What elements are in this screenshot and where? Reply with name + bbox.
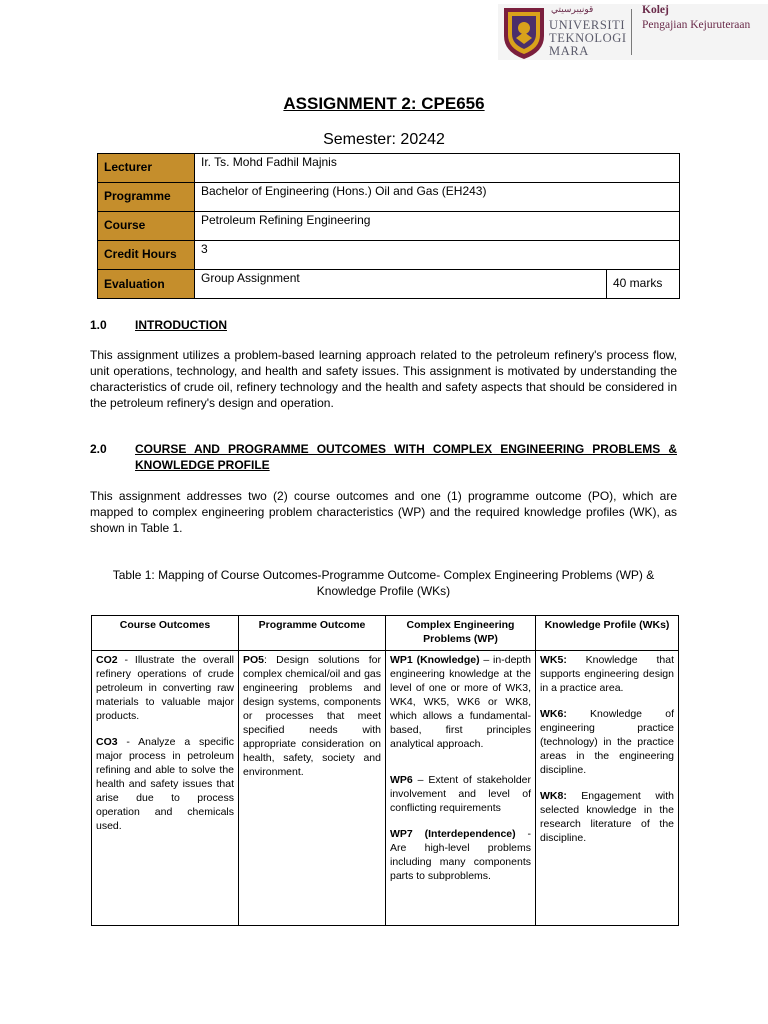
co2-item: [96, 653, 234, 723]
wp7-code: WP7 (Interdependence): [390, 828, 516, 840]
university-line-3: MARA: [549, 44, 589, 58]
university-line-2: TEKNOLOGI: [549, 31, 627, 45]
wk5-code: WK5:: [540, 654, 567, 666]
document-title-text: ASSIGNMENT 2: CPE656: [283, 94, 485, 113]
co2-code: CO2: [96, 654, 118, 666]
university-line-1: UNIVERSITI: [549, 18, 626, 32]
wk8-code: WK8:: [540, 790, 567, 802]
section-2-title: COURSE AND PROGRAMME OUTCOMES WITH COMPLEX ENGINEERING PROBLEMS & KNOWLEDGE PROFILE: [135, 442, 677, 472]
programme-value: Bachelor of Engineering (Hons.) Oil and Gas (EH243): [195, 183, 680, 212]
course-label: Course: [98, 212, 195, 241]
wp6-item: [390, 773, 531, 815]
course-value: Petroleum Refining Engineering: [195, 212, 680, 241]
wp7-item: [390, 827, 531, 883]
wp6-code: WP6: [390, 774, 413, 786]
section-1-title: INTRODUCTION: [135, 318, 227, 332]
section-2-paragraph: This assignment addresses two (2) course outcomes and one (1) programme outcome (PO), which are mapped to complex engineering problem characteristics (WP) and the required knowledge profiles (WK), as shown in Table 1.: [90, 489, 677, 535]
co3-text: - Analyze a specific major process in petroleum refining and able to solve the health and safety issues that arise due to process operation and chemicals used.: [96, 736, 234, 832]
document-title: [0, 94, 768, 114]
mapping-table-row: [92, 651, 679, 926]
logo-divider: [631, 9, 632, 55]
credit-hours-label: Credit Hours: [98, 241, 195, 270]
assignment-info-table: [97, 153, 680, 299]
wp6-text: – Extent of stakeholder involvement and level of conflicting requirements: [390, 774, 531, 814]
section-2-number: 2.0: [90, 442, 107, 456]
co2-text: - Illustrate the overall refinery operations of crude petroleum in converting raw materials to valuable major products.: [96, 654, 234, 722]
wp7-text: - Are high-level problems including many components parts to subproblems.: [390, 828, 531, 882]
wk6-code: WK6:: [540, 708, 567, 720]
programme-label: Programme: [98, 183, 195, 212]
mapping-table-header-row: [92, 616, 679, 651]
wp1-code: WP1 (Knowledge): [390, 654, 480, 666]
po5-code: PO5: [243, 654, 265, 666]
evaluation-label: Evaluation: [98, 270, 195, 299]
wk5-item: [540, 653, 674, 695]
po5-item: [243, 653, 381, 779]
info-row-evaluation: [98, 270, 680, 299]
cell-complex-problems: [386, 651, 536, 926]
college-subtitle: Pengajian Kejuruteraan: [642, 19, 751, 31]
wk8-item: [540, 789, 674, 845]
table-1-caption: Table 1: Mapping of Course Outcomes-Programme Outcome- Complex Engineering Problems (WP) & Knowledge Profile (WKs): [112, 568, 655, 598]
header-course-outcomes: Course Outcomes: [92, 616, 239, 651]
section-1-number: 1.0: [90, 318, 107, 332]
wk8-text: Engagement with selected knowledge in the research literature of the discipline.: [540, 790, 674, 844]
wk5-text: Knowledge that supports engineering design in a practice area.: [540, 654, 674, 694]
cell-knowledge-profile: [536, 651, 679, 926]
info-row-programme: [98, 183, 680, 212]
lecturer-value: Ir. Ts. Mohd Fadhil Majnis: [195, 154, 680, 183]
header-knowledge-profile: Knowledge Profile (WKs): [536, 616, 679, 651]
wk6-text: Knowledge of engineering practice (technology) in the practice areas in the engineering discipline.: [540, 708, 674, 776]
cell-course-outcomes: [92, 651, 239, 926]
info-row-credit: [98, 241, 680, 270]
section-1-paragraph: This assignment utilizes a problem-based learning approach related to the petroleum refinery's process flow, unit operations, technology, and health and safety issues. This assignment is motivated by understanding the characteristics of crude oil, refinery technology and the health and safety aspects that should be considered in the petroleum refinery's design and operation.: [90, 348, 677, 410]
college-name: Kolej: [642, 4, 669, 16]
mapping-table: [91, 615, 679, 926]
wp1-item: [390, 653, 531, 751]
university-arabic-name: ﻗﻮﻧﻴﺒﺮﺳﻴﺘﻲ: [551, 5, 594, 15]
info-row-course: [98, 212, 680, 241]
header-complex-problems: Complex Engineering Problems (WP): [386, 616, 536, 651]
university-name: [549, 19, 627, 58]
evaluation-value: Group Assignment: [195, 270, 607, 299]
info-row-lecturer: [98, 154, 680, 183]
co3-code: CO3: [96, 736, 118, 748]
wp1-text: – in-depth engineering knowledge at the level of one or more of WK3, WK4, WK5, WK6 or WK8, which allows a fundamental-based, first principles analytical approach.: [390, 654, 531, 750]
lecturer-label: Lecturer: [98, 154, 195, 183]
header-programme-outcome: Programme Outcome: [239, 616, 386, 651]
co3-item: [96, 735, 234, 833]
wk6-item: [540, 707, 674, 777]
cell-programme-outcome: [239, 651, 386, 926]
university-crest-icon: [502, 6, 546, 60]
marks-value: 40 marks: [607, 270, 680, 299]
credit-hours-value: 3: [195, 241, 680, 270]
semester: Semester: 20242: [323, 131, 445, 148]
po5-text: : Design solutions for complex chemical/oil and gas engineering problems and design systems, components or processes that meet specified needs with appropriate consideration on health, safety, society and environment.: [243, 654, 381, 778]
